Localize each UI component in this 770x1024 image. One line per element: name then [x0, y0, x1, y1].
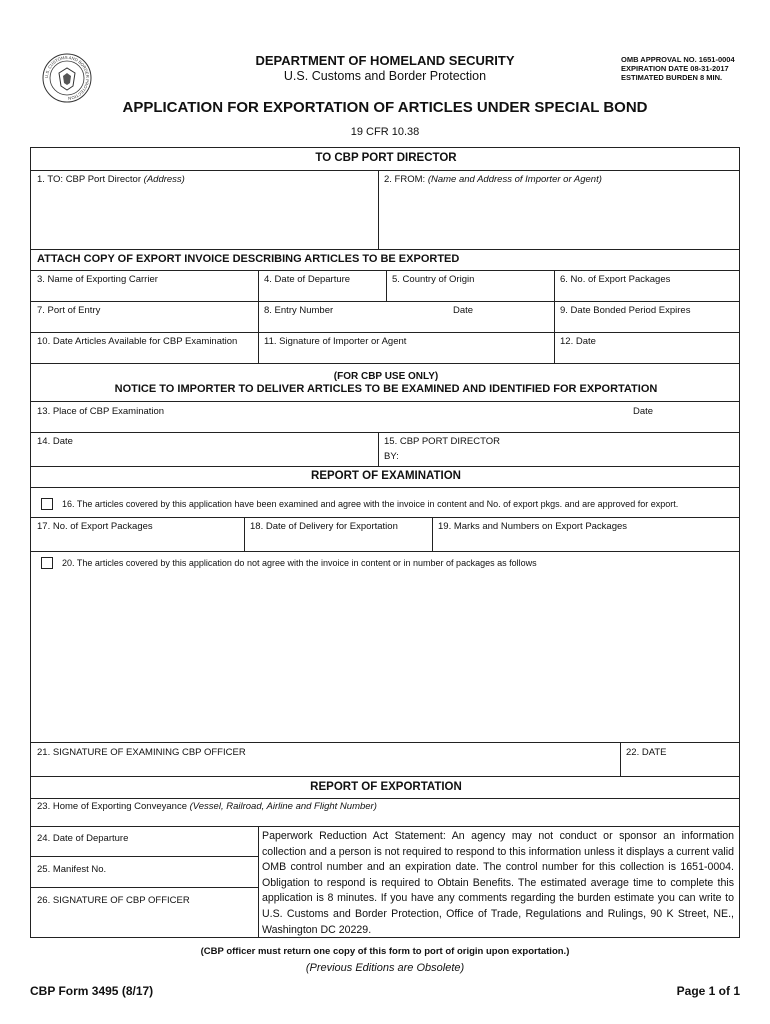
field-26-cbp-officer-signature[interactable]: 26. SIGNATURE OF CBP OFFICER — [37, 895, 190, 906]
page-number: Page 1 of 1 — [676, 984, 740, 998]
field-12-date[interactable]: 12. Date — [560, 336, 596, 347]
section-cbp-use-only: (FOR CBP USE ONLY) — [333, 371, 439, 382]
field-1-to-port-director[interactable]: 1. TO: CBP Port Director (Address) — [37, 174, 185, 185]
field-22-date[interactable]: 22. DATE — [626, 747, 667, 758]
field-8-date[interactable]: Date — [453, 305, 474, 316]
form-body — [30, 147, 740, 938]
field-20-checkbox[interactable] — [41, 557, 53, 569]
omb-approval: OMB APPROVAL NO. 1651-0004 — [621, 55, 735, 64]
cfr-reference: 19 CFR 10.38 — [350, 126, 420, 138]
field-17-export-packages[interactable]: 17. No. of Export Packages — [37, 521, 153, 532]
field-15-by[interactable]: BY: — [384, 451, 399, 462]
field-3-exporting-carrier[interactable]: 3. Name of Exporting Carrier — [37, 274, 158, 285]
omb-info — [621, 55, 735, 82]
field-7-port-of-entry[interactable]: 7. Port of Entry — [37, 305, 101, 316]
section-attach-invoice: ATTACH COPY OF EXPORT INVOICE DESCRIBING ARTICLES TO BE EXPORTED — [37, 253, 460, 265]
field-19-marks-and-numbers[interactable]: 19. Marks and Numbers on Export Packages — [438, 521, 628, 532]
omb-burden: ESTIMATED BURDEN 8 MIN. — [621, 73, 723, 82]
form-number: CBP Form 3495 (8/17) — [30, 984, 154, 998]
section-notice-to-importer: NOTICE TO IMPORTER TO DELIVER ARTICLES TO BE EXAMINED AND IDENTIFIED FOR EXPORTATION — [114, 383, 658, 395]
field-21-examining-officer-signature[interactable]: 21. SIGNATURE OF EXAMINING CBP OFFICER — [37, 747, 246, 758]
field-8-entry-number[interactable]: 8. Entry Number — [264, 305, 334, 316]
previous-editions-note: (Previous Editions are Obsolete) — [305, 962, 465, 974]
field-13-place-of-examination[interactable]: 13. Place of CBP Examination — [37, 406, 165, 417]
section-report-of-examination: REPORT OF EXAMINATION — [311, 470, 461, 482]
field-23-exporting-conveyance[interactable]: 23. Home of Exporting Conveyance (Vessel, Railroad, Airline and Flight Number) — [37, 801, 377, 812]
omb-expiration: EXPIRATION DATE 08-31-2017 — [621, 64, 729, 73]
field-6-export-packages[interactable]: 6. No. of Export Packages — [560, 274, 671, 285]
field-16-checkbox[interactable] — [41, 498, 53, 510]
field-10-date-available[interactable]: 10. Date Articles Available for CBP Examination — [37, 336, 238, 347]
seal-text: U.S. CUSTOMS AND BORDER PROTECTION — [43, 54, 91, 101]
field-15-cbp-port-director[interactable]: 15. CBP PORT DIRECTOR — [384, 436, 500, 447]
field-13-date[interactable]: Date — [633, 406, 654, 417]
section-to-port-director: TO CBP PORT DIRECTOR — [315, 152, 457, 164]
field-4-date-of-departure[interactable]: 4. Date of Departure — [264, 274, 351, 285]
field-18-date-of-delivery[interactable]: 18. Date of Delivery for Exportation — [250, 521, 398, 532]
field-20-label: 20. The articles covered by this application do not agree with the invoice in content or in number of packages as follows — [62, 558, 537, 568]
agency-name: U.S. Customs and Border Protection — [283, 69, 487, 83]
field-16-label: 16. The articles covered by this application have been examined and agree with the invoice in content and No. of export pkgs. and are approved for export. — [62, 499, 679, 509]
field-14-date[interactable]: 14. Date — [37, 436, 73, 447]
paperwork-reduction-statement: Paperwork Reduction Act Statement: An agency may not conduct or sponsor an information collection and a person is not required to respond to this information unless it displays a current valid OMB control number and an expiration date. The control number for this collection is 1651-0004. Obligation to respond is required to Obtain Benefits. The estimated average time to complete this application is 8 minutes. If you have any comments regarding the burden estimate you can write to U.S. Customs and Border Protection, Office of Trade, Regulations and Rulings, 90 K Street, NE., Washington DC 20229. — [262, 830, 734, 936]
return-copy-note: (CBP officer must return one copy of this form to port of origin upon exportation.) — [200, 946, 570, 957]
field-25-manifest-no[interactable]: 25. Manifest No. — [37, 864, 107, 875]
form-title: APPLICATION FOR EXPORTATION OF ARTICLES UNDER SPECIAL BOND — [122, 99, 648, 116]
department-name: DEPARTMENT OF HOMELAND SECURITY — [255, 53, 515, 68]
field-24-date-of-departure[interactable]: 24. Date of Departure — [37, 833, 129, 844]
field-2-from-importer[interactable]: 2. FROM: (Name and Address of Importer or Agent) — [384, 174, 602, 185]
field-5-country-of-origin[interactable]: 5. Country of Origin — [392, 274, 475, 285]
field-11-importer-signature[interactable]: 11. Signature of Importer or Agent — [264, 336, 407, 347]
section-report-of-exportation: REPORT OF EXPORTATION — [310, 781, 462, 793]
field-9-bonded-period-expires[interactable]: 9. Date Bonded Period Expires — [560, 305, 691, 316]
